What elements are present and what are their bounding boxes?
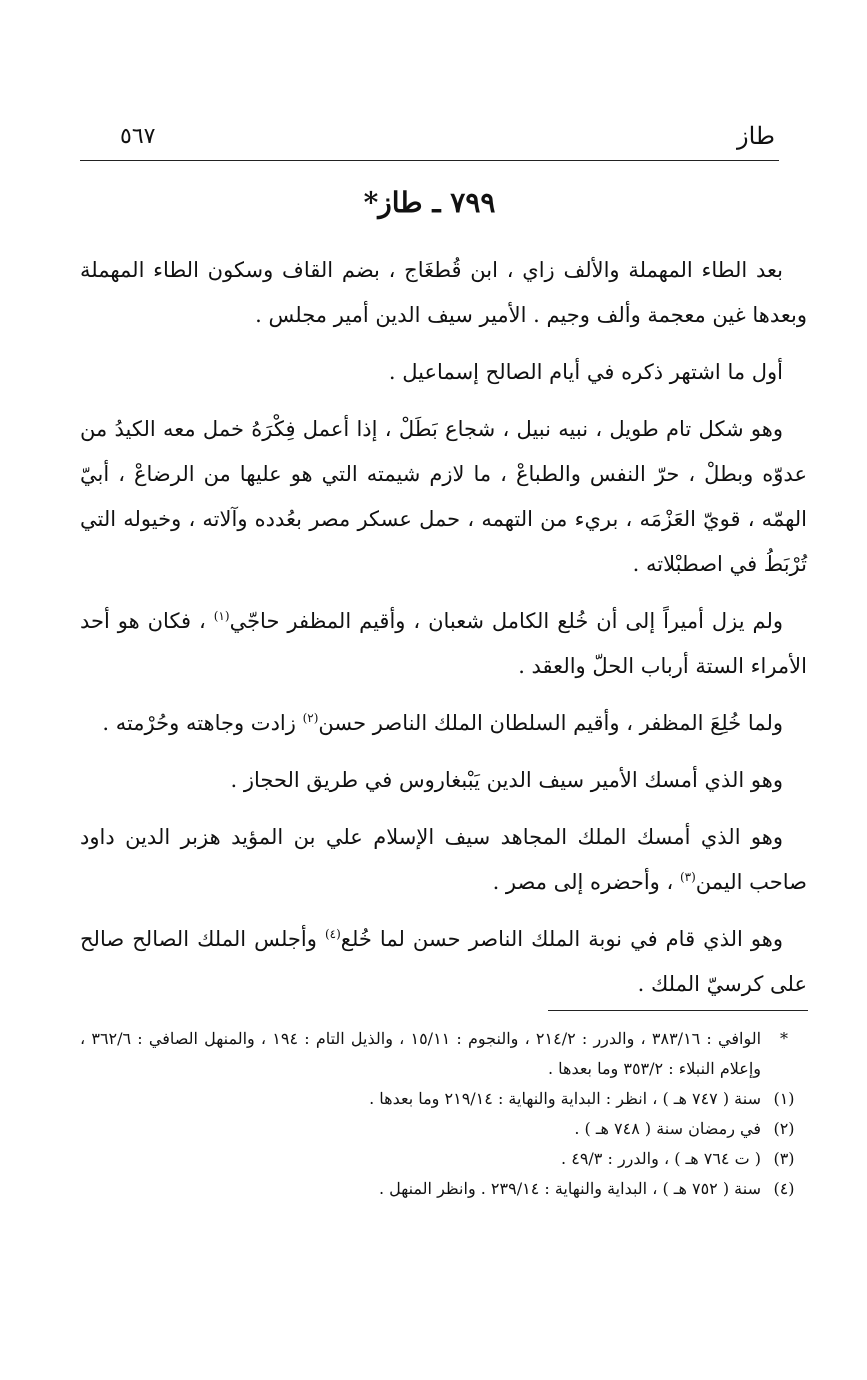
footnote-text: ( ت ٧٦٤ هـ ) ، والدرر : ٤٩/٣ .	[561, 1149, 761, 1168]
footnote-mark: (٤)	[773, 1179, 795, 1198]
footnote-reference: (٢)	[302, 711, 319, 725]
paragraph-text: وهو الذي أمسك الملك المجاهد سيف الإسلام علي بن المؤيد هزبر الدين داود صاحب اليمن	[80, 825, 807, 894]
paragraph-text: ، فكان هو أحد الأمراء الستة أرباب الحلّ والعقد .	[80, 609, 807, 678]
paragraph-text: ، وأحضره إلى مصر .	[492, 870, 680, 894]
paragraph-text: وهو الذي قام في نوبة الملك الناصر حسن لما خُلع	[340, 927, 783, 951]
footnote	[80, 1174, 807, 1204]
footnote-reference: (٤)	[324, 927, 341, 941]
paragraph: وهو شكل تام طويل ، نبيه نبيل ، شجاع بَطَلْ ، إذا أعمل فِكْرَهُ خمل معه الكيدُ من عدوّه وبطلْ ، حرّ النفس والطباعْ ، ما لازم شيمته التي هو عليها من الرضاعْ ، أبيّ الهمّه ، قويّ العَزْمَه ، بريء من التهمه ، حمل عسكر مصر بعُدده وآلاته ، وخيوله التي تُرْبَطُ في اصطبْلاته .	[80, 417, 807, 576]
running-title: طاز	[736, 122, 775, 150]
paragraph	[80, 701, 807, 746]
footnotes	[80, 1024, 807, 1204]
footnote-text: في رمضان سنة ( ٧٤٨ هـ ) .	[574, 1119, 761, 1138]
page-header	[80, 118, 779, 161]
paragraph	[80, 599, 807, 689]
paragraph-text: زادت وجاهته وحُرْمته .	[102, 711, 303, 735]
footnote-mark: (٣)	[773, 1149, 795, 1168]
footnote	[80, 1114, 807, 1144]
page-number: ٥٦٧	[120, 124, 156, 149]
footnote	[80, 1024, 807, 1084]
paragraph: أول ما اشتهر ذكره في أيام الصالح إسماعيل .	[388, 360, 783, 384]
paragraph-text: ولم يزل أميراً إلى أن خُلع الكامل شعبان ، وأقيم المظفر حاجّي	[229, 609, 784, 633]
footnote-mark: (٢)	[773, 1119, 795, 1138]
footnote-mark: *	[780, 1029, 788, 1048]
footnote-reference: (٣)	[679, 870, 696, 884]
paragraph	[80, 917, 807, 1007]
footnote-text: سنة ( ٧٤٧ هـ ) ، انظر : البداية والنهاية : ٢١٩/١٤ وما بعدها .	[369, 1089, 761, 1108]
footnote-text: سنة ( ٧٥٢ هـ ) ، البداية والنهاية : ٢٣٩/١٤ . وانظر المنهل .	[378, 1179, 761, 1198]
entry-title: ٧٩٩ ـ طاز*	[363, 186, 496, 219]
entry-body	[80, 248, 807, 1019]
footnote-divider	[548, 1010, 808, 1011]
footnote-mark: (١)	[773, 1089, 795, 1108]
paragraph	[80, 815, 807, 905]
paragraph: وهو الذي أمسك الأمير سيف الدين يَبْبغاروس في طريق الحجاز .	[230, 768, 783, 792]
paragraph-text: ولما خُلِعَ المظفر ، وأقيم السلطان الملك الناصر حسن	[318, 711, 783, 735]
footnote-text: الوافي : ٣٨٣/١٦ ، والدرر : ٢١٤/٢ ، والنجوم : ١٥/١١ ، والذيل التام : ١٩٤ ، والمنهل الصافي : ٣٦٢/٦ ، وإعلام النبلاء : ٣٥٣/٢ وما بعدها .	[80, 1029, 762, 1078]
footnote	[80, 1084, 807, 1114]
paragraph: بعد الطاء المهملة والألف زاي ، ابن قُطغَاج ، بضم القاف وسكون الطاء المهملة وبعدها غين معجمة وألف وجيم . الأمير سيف الدين أمير مجلس .	[80, 258, 807, 327]
paragraph-text: وأجلس الملك الصالح صالح على كرسيّ الملك .	[80, 927, 807, 996]
footnote	[80, 1144, 807, 1174]
footnote-reference: (١)	[213, 609, 230, 623]
